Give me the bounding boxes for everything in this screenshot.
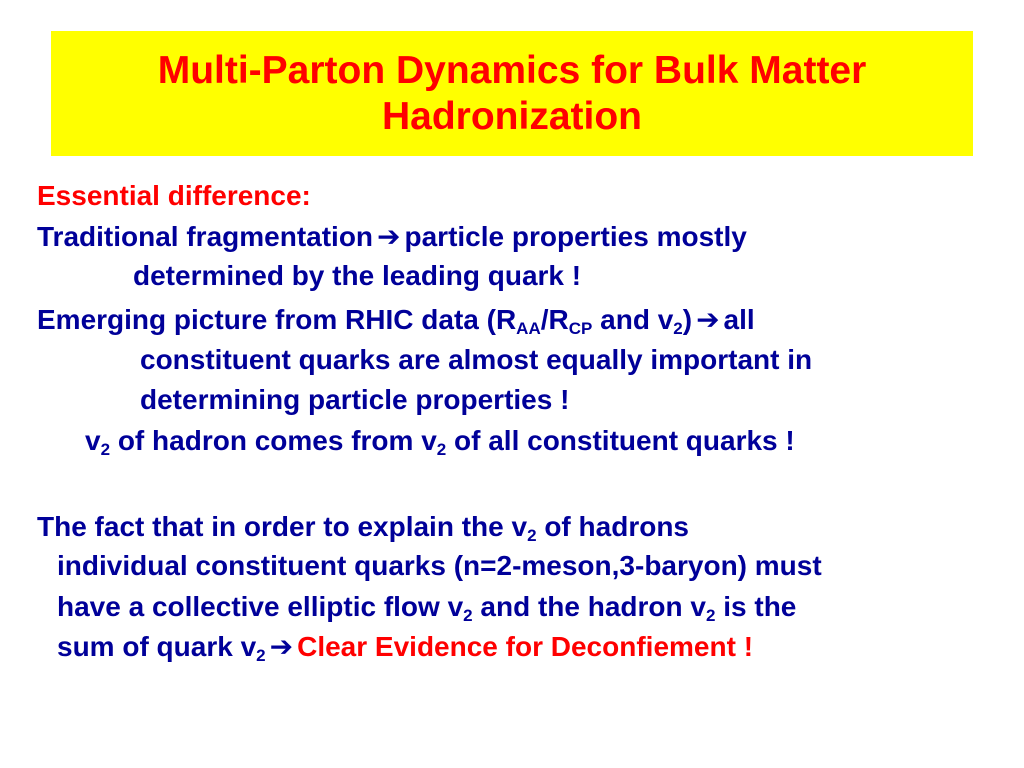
emerging-text-and-v: and v xyxy=(592,304,674,335)
subscript-2: 2 xyxy=(527,526,537,545)
subscript-cp: CP xyxy=(568,319,593,338)
emerging-line-1 xyxy=(37,300,755,340)
emerging-line-2: constituent quarks are almost equally important in xyxy=(140,344,813,375)
subscript-2: 2 xyxy=(673,319,683,338)
subscript-2: 2 xyxy=(100,440,111,459)
slide-title-line-2: Hadronization xyxy=(382,94,642,138)
title-box xyxy=(51,31,973,156)
fact-text-is-the: is the xyxy=(715,591,797,622)
right-arrow-icon: ➔ xyxy=(269,631,294,662)
subscript-2: 2 xyxy=(436,440,447,459)
traditional-line-2: determined by the leading quark ! xyxy=(133,260,582,291)
fact-line-2: individual constituent quarks (n=2-meson,3-baryon) must xyxy=(57,550,822,581)
v2-text-middle: of hadron comes from v xyxy=(110,425,437,456)
fact-line-1 xyxy=(37,507,689,547)
subscript-2: 2 xyxy=(706,606,716,625)
v2-statement xyxy=(85,421,795,461)
fact-line-4 xyxy=(57,627,753,667)
fact-text: The fact that in order to explain the v xyxy=(37,511,528,542)
essential-difference-heading: Essential difference: xyxy=(37,180,311,211)
fact-text-flow: have a collective elliptic flow v xyxy=(57,591,464,622)
fact-line-3 xyxy=(57,587,796,627)
emerging-text-all: all xyxy=(723,304,755,335)
fact-text-sum: sum of quark v xyxy=(57,631,257,662)
emerging-line-3: determining particle properties ! xyxy=(140,384,570,415)
right-arrow-icon: ➔ xyxy=(377,221,401,252)
traditional-result-text: particle properties mostly xyxy=(404,221,747,252)
right-arrow-icon: ➔ xyxy=(696,304,720,335)
fact-text-hadron-v: and the hadron v xyxy=(472,591,706,622)
emerging-text-paren: ) xyxy=(682,304,693,335)
slide-title-line-1: Multi-Parton Dynamics for Bulk Matter xyxy=(157,48,867,92)
subscript-aa: AA xyxy=(516,319,541,338)
subscript-2: 2 xyxy=(463,606,473,625)
emerging-text: Emerging picture from RHIC data (R xyxy=(37,304,517,335)
subscript-2: 2 xyxy=(256,646,266,665)
fact-text-hadrons: of hadrons xyxy=(536,511,689,542)
conclusion-text: Clear Evidence for Deconfiement ! xyxy=(297,631,754,662)
v2-text-end: of all constituent quarks ! xyxy=(446,425,795,456)
traditional-text: Traditional fragmentation xyxy=(37,221,374,252)
traditional-line-1 xyxy=(37,217,747,257)
v2-text-v: v xyxy=(85,425,101,456)
emerging-text-rcp: /R xyxy=(540,304,569,335)
